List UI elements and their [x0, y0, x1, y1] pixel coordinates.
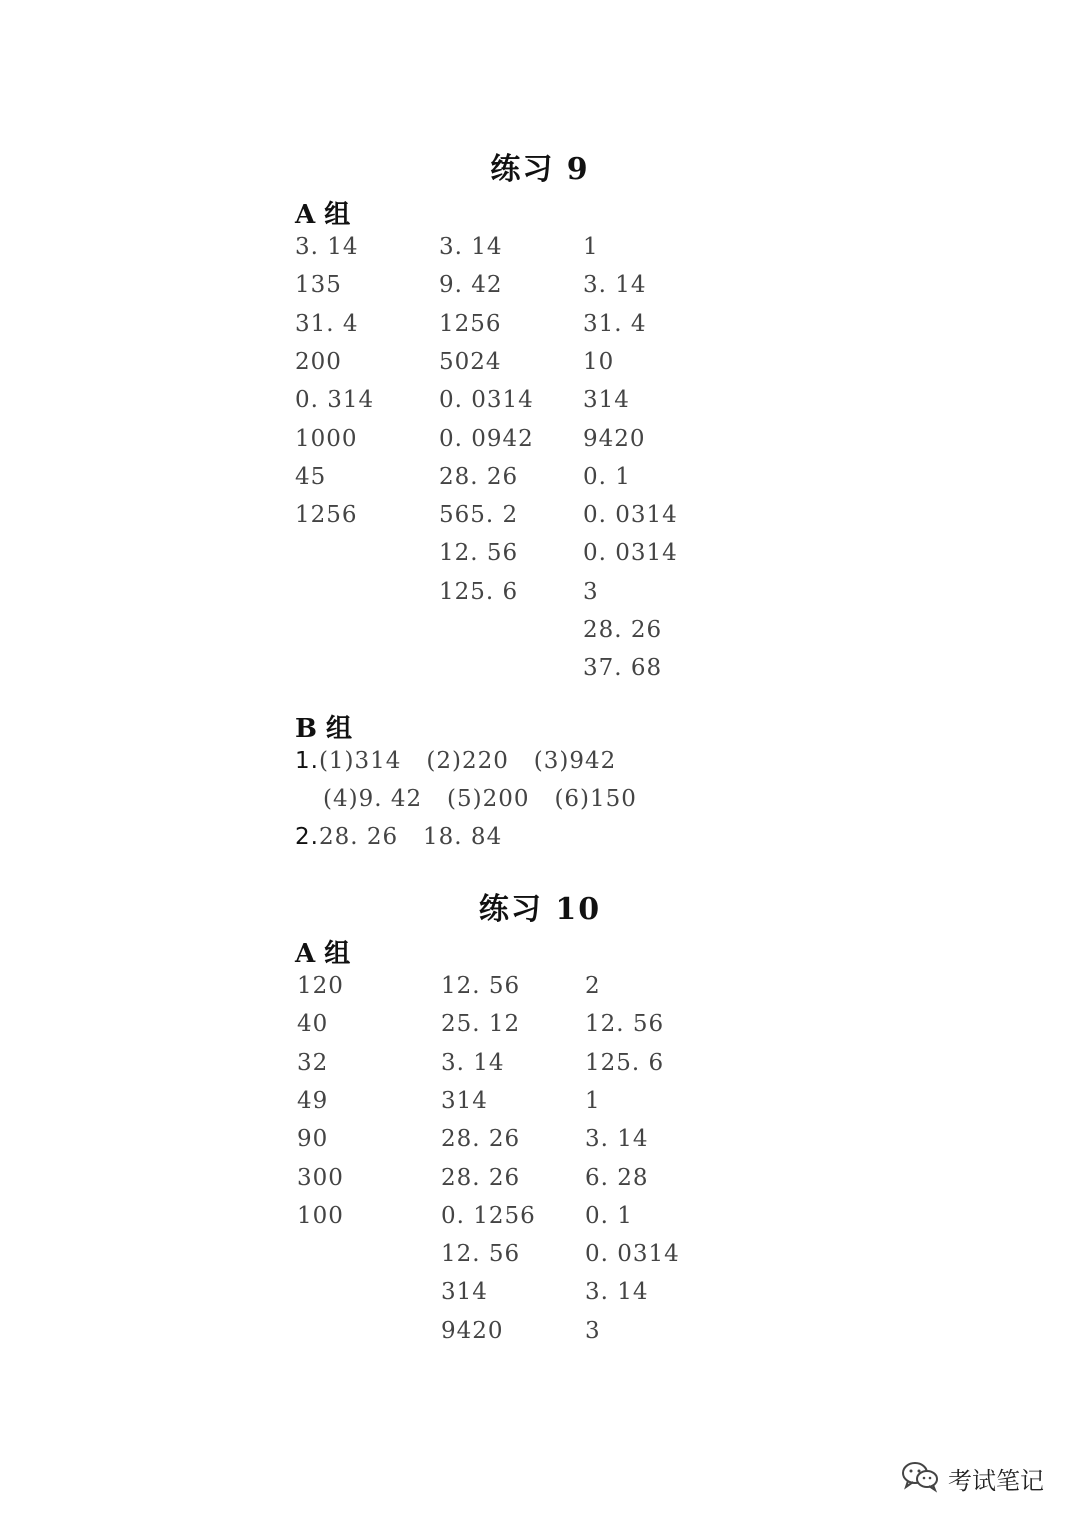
answer-text: (1)314 (2)220 (3)942	[318, 748, 617, 774]
ex9-answer: 0. 1	[583, 463, 631, 490]
ex10-answer: 0. 0314	[585, 1241, 680, 1268]
ex9-b-line	[295, 824, 502, 850]
ex9-answer: 1000	[295, 425, 358, 452]
ex10-answer: 3. 14	[441, 1049, 505, 1076]
ex9-answer: 0. 0314	[583, 502, 678, 529]
ex9-answer: 1	[583, 234, 599, 260]
ex10-answer: 28. 26	[441, 1126, 521, 1153]
question-number: 1.	[295, 748, 319, 774]
ex9-answer: 1256	[295, 502, 358, 529]
ex10-answer: 3. 14	[585, 1279, 649, 1306]
ex9-answer: 3. 14	[583, 272, 647, 299]
watermark	[900, 1458, 1044, 1498]
ex9-b-line	[295, 786, 637, 812]
ex10-answer: 0. 1256	[441, 1202, 536, 1229]
ex9-answer: 3	[583, 578, 599, 605]
ex9-answer: 3. 14	[439, 234, 503, 260]
ex10-answer: 25. 12	[441, 1011, 521, 1038]
ex9-answer: 12. 56	[439, 540, 519, 567]
ex10-answer: 1	[585, 1087, 601, 1114]
ex9-answer: 37. 68	[583, 655, 663, 682]
ex9-answer: 314	[583, 387, 630, 414]
ex9-answer: 5024	[439, 348, 502, 375]
watermark-text: 考试笔记	[948, 1466, 1044, 1495]
ex9-answer: 28. 26	[439, 463, 519, 490]
ex10-answer: 2	[585, 973, 601, 999]
ex9-b-line	[295, 748, 616, 774]
ex10-answer: 9420	[441, 1317, 504, 1344]
ex10-answer: 0. 1	[585, 1202, 633, 1229]
ex9-answer: 0. 0314	[583, 540, 678, 567]
ex10-answer: 6. 28	[585, 1164, 649, 1191]
ex10-answer: 12. 56	[441, 973, 521, 999]
ex10-answer: 12. 56	[585, 1011, 665, 1038]
ex9-answer: 125. 6	[439, 578, 519, 605]
ex10-answer: 314	[441, 1087, 488, 1114]
ex9-answer: 3. 14	[295, 234, 359, 260]
ex9-answer: 9420	[583, 425, 646, 452]
ex10-answer: 120	[297, 973, 344, 999]
ex9-answer: 28. 26	[583, 617, 663, 643]
ex9-answer: 200	[295, 348, 342, 375]
ex10-answer: 3. 14	[585, 1126, 649, 1153]
ex9-answer: 0. 0314	[439, 387, 534, 414]
ex10-answer: 125. 6	[585, 1049, 665, 1076]
ex10-answer: 100	[297, 1202, 344, 1229]
ex9-answer: 0. 314	[295, 387, 375, 414]
ex9-answer: 45	[295, 463, 327, 490]
ex9-title: 练习 9	[490, 152, 590, 187]
ex10-answer: 300	[297, 1164, 344, 1191]
ex10-answer: 40	[297, 1011, 329, 1038]
ex9-group-a-title: A 组	[295, 200, 351, 230]
ex9-answer: 9. 42	[439, 272, 503, 299]
answer-text: (4)9. 42 (5)200 (6)150	[323, 786, 637, 812]
question-number: 2.	[295, 824, 319, 850]
ex9-answer: 1256	[439, 310, 502, 337]
ex10-answer: 28. 26	[441, 1164, 521, 1191]
ex10-group-a-title: A 组	[295, 939, 351, 969]
ex9-answer: 10	[583, 348, 615, 375]
ex9-answer: 31. 4	[295, 310, 359, 337]
ex10-answer: 49	[297, 1087, 329, 1114]
ex10-answer: 90	[297, 1126, 329, 1153]
ex9-group-b-title: B 组	[295, 714, 353, 744]
ex9-answer: 0. 0942	[439, 425, 534, 452]
wechat-icon	[900, 1459, 940, 1497]
answer-text: 28. 26 18. 84	[318, 824, 503, 850]
ex9-answer: 135	[295, 272, 342, 299]
ex10-answer: 3	[585, 1317, 601, 1344]
ex10-title: 练习 10	[478, 892, 602, 927]
ex10-answer: 314	[441, 1279, 488, 1306]
ex10-answer: 32	[297, 1049, 329, 1076]
ex9-answer: 31. 4	[583, 310, 647, 337]
ex10-answer: 12. 56	[441, 1241, 521, 1268]
ex9-answer: 565. 2	[439, 502, 519, 529]
